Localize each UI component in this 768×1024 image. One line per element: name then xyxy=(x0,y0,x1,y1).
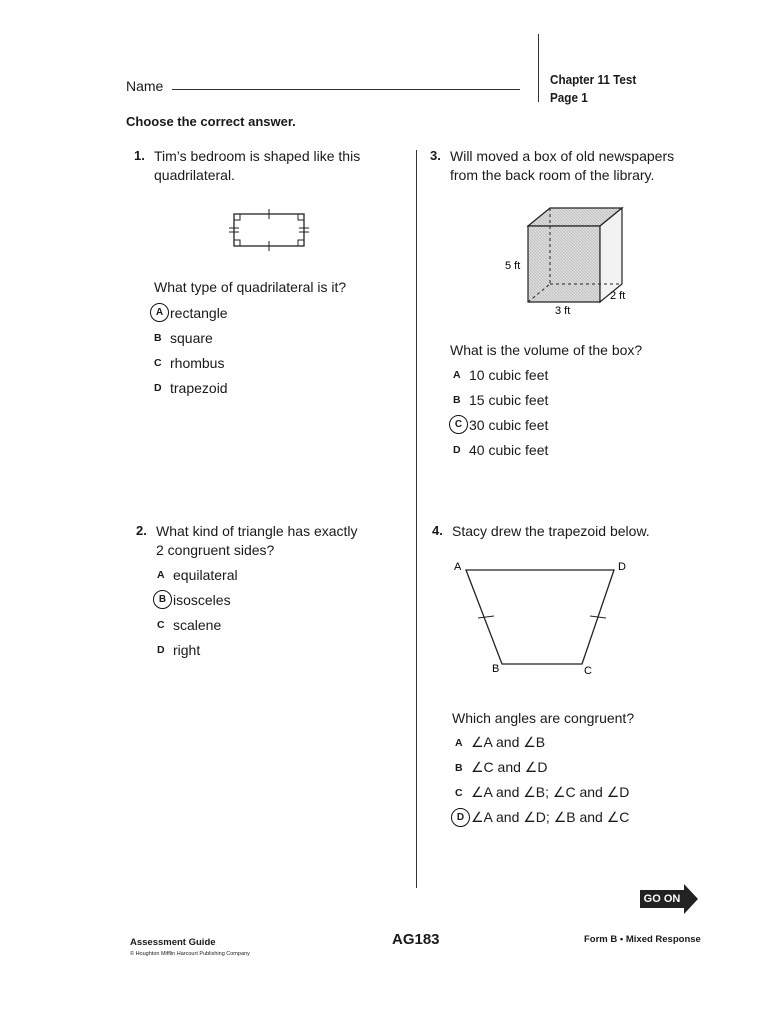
answer-option[interactable] xyxy=(157,562,238,587)
answer-option[interactable] xyxy=(453,387,548,412)
question-1-text xyxy=(154,147,360,185)
page-label: Page 1 xyxy=(550,90,588,105)
option-letter: B xyxy=(154,331,162,344)
question-text-line: Tim’s bedroom is shaped like this xyxy=(154,148,361,164)
question-1-prompt: What type of quadrilateral is it? xyxy=(154,279,347,295)
option-text: trapezoid xyxy=(170,379,228,396)
go-on-arrow-icon xyxy=(684,884,698,914)
answer-option[interactable] xyxy=(157,587,238,612)
answer-option[interactable] xyxy=(455,805,629,830)
go-on-badge: GO ON xyxy=(640,890,684,908)
answer-option[interactable] xyxy=(154,375,228,400)
question-4-text xyxy=(452,522,650,541)
answer-option[interactable] xyxy=(455,755,629,780)
footer-form: Form B • Mixed Response xyxy=(584,934,701,945)
question-1 xyxy=(134,147,145,165)
option-letter: C xyxy=(157,618,165,631)
selected-answer-circle: A xyxy=(150,303,169,322)
question-text-line: Stacy drew the trapezoid below. xyxy=(452,523,650,539)
question-text-line: quadrilateral. xyxy=(154,167,235,183)
question-4-options xyxy=(455,730,629,830)
vertex-c-label: C xyxy=(584,665,592,677)
question-number: 3. xyxy=(430,148,441,163)
footer-page-code: AG183 xyxy=(392,931,440,948)
question-text-line: What kind of triangle has exactly xyxy=(156,523,358,539)
question-number: 4. xyxy=(432,523,443,538)
footer-guide-title: Assessment Guide xyxy=(130,937,216,948)
name-blank-line[interactable] xyxy=(172,89,520,90)
option-text: isosceles xyxy=(173,591,231,608)
vertex-d-label: D xyxy=(618,561,626,573)
option-text: 40 cubic feet xyxy=(469,441,549,458)
option-letter: B xyxy=(455,761,463,774)
option-letter: D xyxy=(157,643,165,656)
answer-option[interactable] xyxy=(453,362,548,387)
option-text: ∠A and ∠B xyxy=(471,734,546,750)
option-text: ∠A and ∠B; ∠C and ∠D xyxy=(471,784,630,800)
option-letter: C xyxy=(455,786,463,799)
option-letter: A xyxy=(157,568,165,581)
answer-option[interactable] xyxy=(154,300,228,325)
option-letter: A xyxy=(453,368,461,381)
question-number: 2. xyxy=(136,523,147,538)
question-2 xyxy=(136,522,147,540)
option-letter: D xyxy=(154,381,162,394)
selected-answer-circle: B xyxy=(153,590,172,609)
question-2-text xyxy=(156,522,358,560)
question-2-options xyxy=(157,562,238,662)
option-text: 10 cubic feet xyxy=(469,366,549,383)
answer-option[interactable] xyxy=(455,780,629,805)
answer-option[interactable] xyxy=(455,730,629,755)
option-letter: C xyxy=(154,356,162,369)
test-title: Chapter 11 Test xyxy=(550,72,637,87)
option-text: rectangle xyxy=(170,304,228,321)
option-text: right xyxy=(173,641,201,658)
question-3 xyxy=(430,147,441,165)
selected-answer-circle: D xyxy=(451,808,470,827)
option-text: ∠A and ∠D; ∠B and ∠C xyxy=(471,809,630,825)
option-letter: A xyxy=(455,736,463,749)
option-text: 15 cubic feet xyxy=(469,391,549,408)
answer-option[interactable] xyxy=(453,412,548,437)
option-text: 30 cubic feet xyxy=(469,416,549,433)
question-4-prompt: Which angles are congruent? xyxy=(452,710,635,726)
box-height-label: 5 ft xyxy=(505,260,521,272)
question-4 xyxy=(432,522,443,540)
selected-answer-circle: C xyxy=(449,415,468,434)
option-text: square xyxy=(170,329,213,346)
answer-option[interactable] xyxy=(157,637,238,662)
answer-option[interactable] xyxy=(154,325,228,350)
question-text-line: 2 congruent sides? xyxy=(156,542,275,558)
answer-option[interactable] xyxy=(157,612,238,637)
question-text-line: from the back room of the library. xyxy=(450,167,655,183)
option-text: equilateral xyxy=(173,566,238,583)
instructions: Choose the correct answer. xyxy=(126,114,296,129)
question-3-text xyxy=(450,147,674,185)
box-figure xyxy=(500,204,640,320)
option-text: ∠C and ∠D xyxy=(471,759,548,775)
footer-copyright: © Houghton Mifflin Harcourt Publishing Company xyxy=(130,951,250,957)
option-letter: B xyxy=(453,393,461,406)
trapezoid-figure xyxy=(450,556,640,680)
answer-option[interactable] xyxy=(154,350,228,375)
option-letter: D xyxy=(453,443,461,456)
vertex-a-label: A xyxy=(454,561,462,573)
question-number: 1. xyxy=(134,148,145,163)
box-depth-label: 2 ft xyxy=(610,290,626,302)
question-text-line: Will moved a box of old newspapers xyxy=(450,148,675,164)
vertex-b-label: B xyxy=(492,663,500,675)
answer-option[interactable] xyxy=(453,437,548,462)
box-width-label: 3 ft xyxy=(555,305,571,317)
option-text: scalene xyxy=(173,616,222,633)
option-text: rhombus xyxy=(170,354,225,371)
rectangle-figure xyxy=(226,208,312,252)
name-label: Name xyxy=(126,78,164,94)
column-divider xyxy=(416,150,417,888)
question-3-options xyxy=(453,362,548,462)
header-divider xyxy=(538,34,539,102)
question-1-options xyxy=(154,300,228,400)
question-3-prompt: What is the volume of the box? xyxy=(450,342,643,358)
